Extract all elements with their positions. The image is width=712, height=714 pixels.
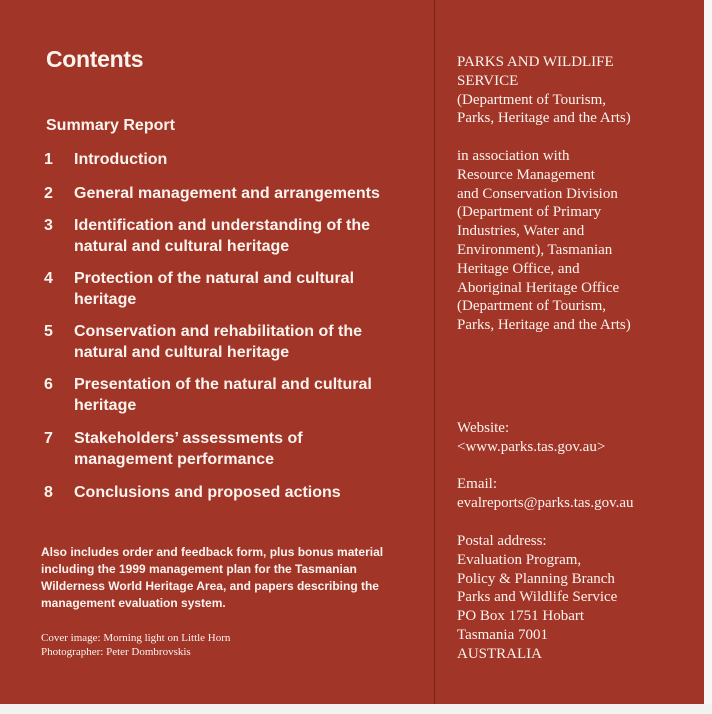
toc-number: 4 — [44, 270, 53, 287]
toc-number: 2 — [44, 185, 53, 202]
toc-label: Conclusions and proposed actions — [74, 484, 341, 501]
website-block — [457, 419, 697, 457]
website-label: Website: — [457, 420, 510, 436]
fold-line — [434, 0, 435, 704]
toc-label: Stakeholders’ assessments of management performance — [74, 430, 303, 468]
contents-title: Contents — [46, 46, 144, 72]
toc-label: Introduction — [74, 151, 168, 168]
scan-margin-bottom — [0, 704, 712, 714]
bonus-material-note: Also includes order and feedback form, plus bonus material including the 1999 management plan for the Tasmanian Wilderness World Heritage Area, and papers describing the management evaluation system. — [41, 545, 384, 610]
toc-label: Conservation and rehabilitation of the natural and cultural heritage — [74, 323, 363, 361]
toc-number: 1 — [44, 151, 53, 168]
scan-margin-right — [704, 0, 712, 714]
toc-number: 5 — [44, 323, 53, 340]
email-link[interactable]: evalreports@parks.tas.gov.au — [457, 494, 634, 511]
toc-label: Protection of the natural and cultural heritage — [74, 270, 355, 308]
website-link[interactable]: <www.parks.tas.gov.au> — [457, 438, 606, 455]
cover-image-credit: Cover image: Morning light on Little Horn — [41, 632, 231, 644]
postal-label: Postal address: — [457, 533, 547, 549]
email-label: Email: — [457, 476, 497, 492]
postal-address-block: Postal address: Evaluation Program, Policy & Planning Branch Parks and Wildlife Service PO Box 1751 Hobart Tasmania 7001 AUSTRALIA — [457, 532, 697, 664]
association-block: in association with Resource Management and Conservation Division (Department of Primary Industries, Water and Environment), Tasmanian Heritage Office, and Aboriginal Heritage Office (Department of Tourism, Parks, Heritage and the Arts) — [457, 148, 631, 334]
email-block — [457, 475, 697, 513]
toc-number: 7 — [44, 430, 53, 447]
summary-report-heading: Summary Report — [46, 117, 175, 134]
publisher-block: PARKS AND WILDLIFE SERVICE (Department of Tourism, Parks, Heritage and the Arts) — [457, 54, 631, 127]
toc-number: 3 — [44, 217, 53, 234]
toc-number: 8 — [44, 484, 53, 501]
toc-label: Identification and understanding of the natural and cultural heritage — [74, 217, 370, 255]
toc-number: 6 — [44, 376, 53, 393]
toc-label: General management and arrangements — [74, 185, 380, 202]
photographer-credit: Photographer: Peter Dombrovskis — [41, 646, 191, 658]
toc-label: Presentation of the natural and cultural heritage — [74, 376, 372, 414]
